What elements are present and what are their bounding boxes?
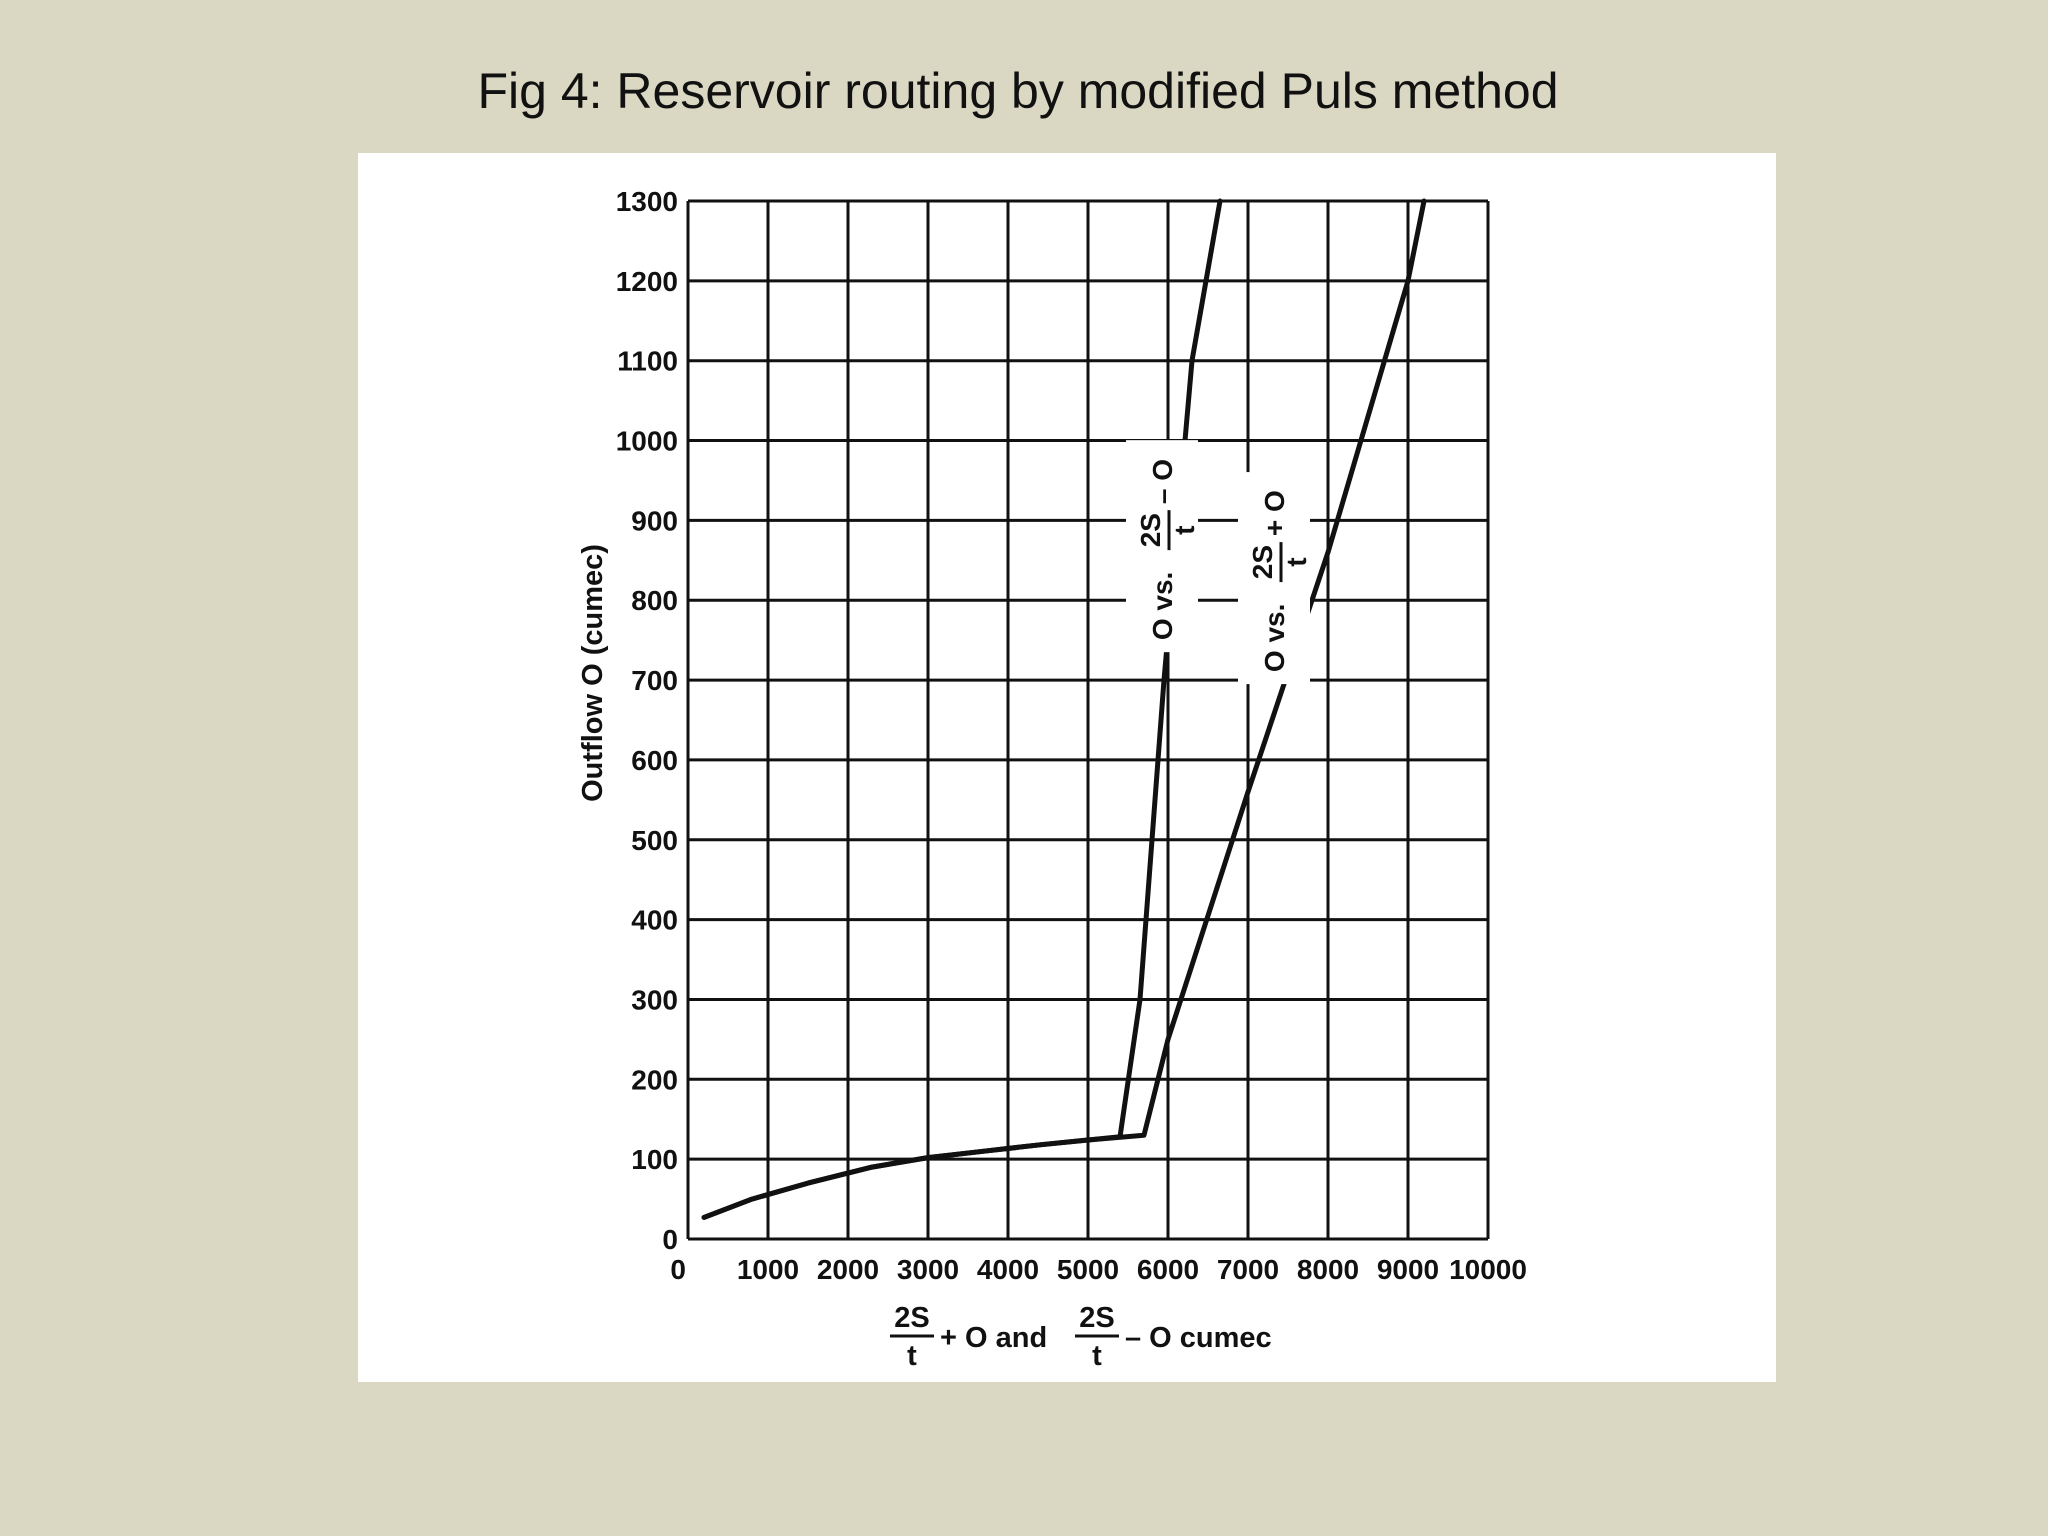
x-tick-label-6: 6000 [1136,1254,1200,1285]
x-label-mid: + O and [940,1322,1048,1354]
y-tick-label-12: 1200 [615,265,678,297]
series-label-den-0: t [1169,525,1200,535]
grid-layer [688,201,1488,1239]
series-line-1 [704,201,1424,1217]
y-tick-label-0: 0 [662,1224,678,1255]
y-tick-label-5: 500 [631,824,678,856]
chart-panel [358,153,1776,1382]
y-tick-label-4: 400 [631,904,678,936]
series-label-layer [1126,440,1312,684]
y-tick-label-3: 300 [631,984,678,1016]
x-tick-label-7: 7000 [1216,1254,1280,1285]
chart-svg [358,153,1776,1382]
x-tick-label-4: 4000 [976,1254,1040,1285]
y-tick-label-9: 900 [631,505,678,537]
series-label-suffix-1: + O [1259,490,1290,537]
y-tick-label-1: 100 [631,1144,678,1176]
x-label-frac2-num: 2S [1079,1302,1115,1334]
series-label-num-1: 2S [1247,544,1278,580]
y-tick-label-8: 800 [631,585,678,617]
series-label-num-0: 2S [1135,513,1166,548]
y-tick-label-13: 1300 [615,186,678,217]
y-tick-label-6: 600 [631,744,678,776]
series-label-prefix-0: O vs. [1147,571,1178,641]
series-label-0 [1126,440,1200,652]
x-tick-label-10: 10000 [1449,1254,1527,1285]
x-tick-label-0: 0 [670,1254,686,1285]
x-tick-label-3: 3000 [896,1254,960,1285]
series-label-suffix-0: – O [1147,459,1178,505]
series-layer [704,201,1424,1217]
x-label-frac1-den: t [907,1340,917,1372]
x-label-tail: – O cumec [1125,1322,1272,1354]
series-label-prefix-1: O vs. [1259,603,1290,673]
y-tick-label-10: 1000 [615,425,678,457]
x-tick-label-9: 9000 [1376,1254,1440,1285]
x-axis-label [890,1302,1272,1372]
series-line-0 [704,201,1220,1217]
x-label-frac1-num: 2S [894,1302,930,1334]
series-label-1 [1238,472,1312,684]
x-tick-label-1: 1000 [736,1254,800,1285]
x-label-frac2-den: t [1092,1340,1102,1372]
y-axis-label: Outflow O (cumec) [577,544,609,802]
y-tick-label-11: 1100 [617,345,678,377]
slide-title: Fig 4: Reservoir routing by modified Puls method [477,63,1559,119]
x-tick-label-8: 8000 [1296,1254,1360,1285]
series-label-den-1: t [1281,557,1312,567]
y-tick-label-2: 200 [631,1064,678,1096]
tick-layer [616,186,1527,1285]
x-tick-label-5: 5000 [1056,1254,1120,1285]
x-tick-label-2: 2000 [816,1254,880,1285]
y-tick-label-7: 700 [631,665,678,697]
